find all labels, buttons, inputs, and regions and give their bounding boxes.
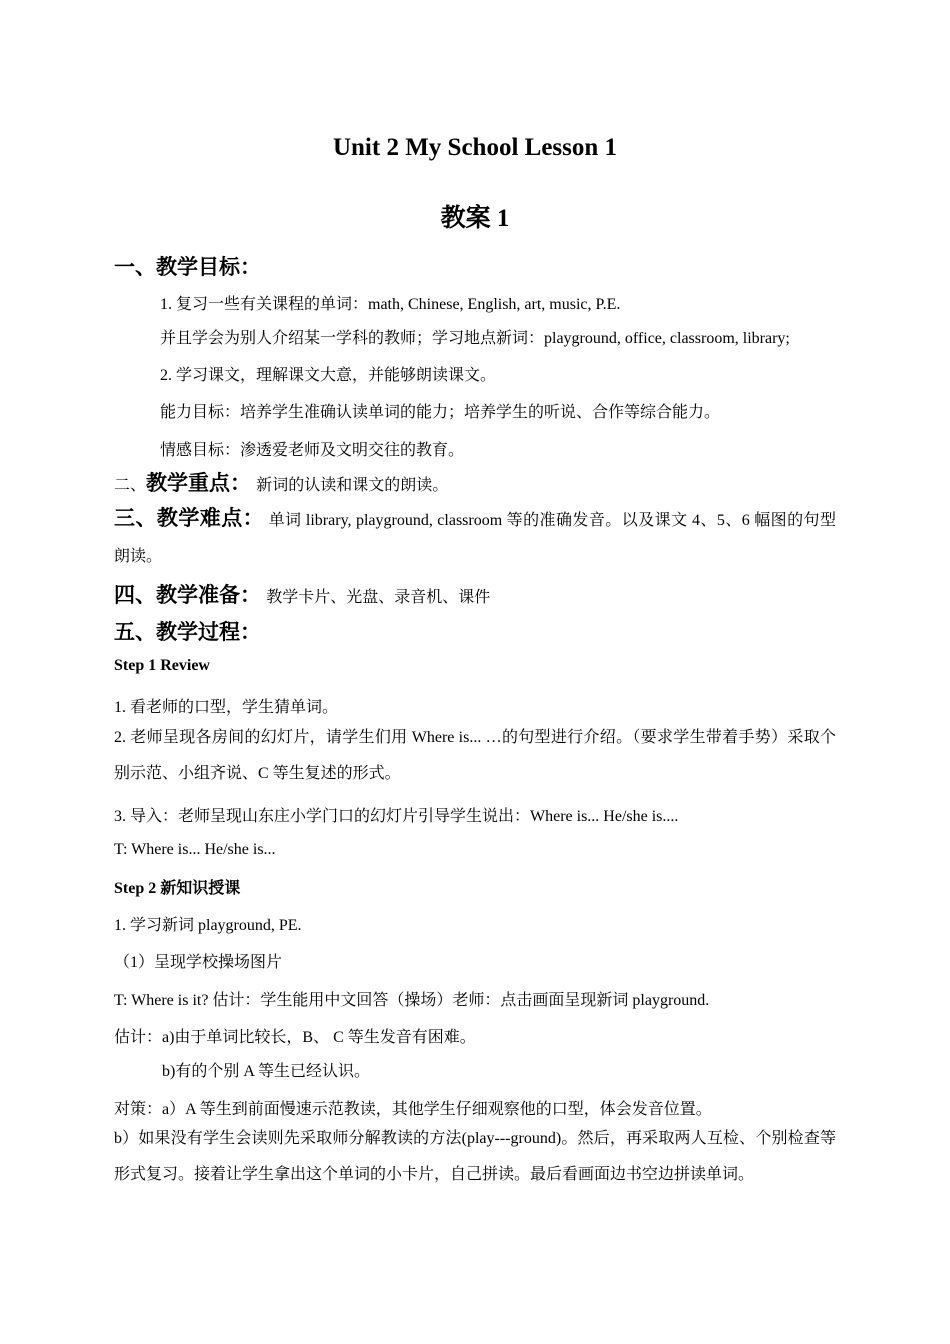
step-2-item-2: （1）呈现学校操场图片: [114, 954, 283, 971]
step-2-item-1: 1. 学习新词 playground, PE.: [114, 917, 302, 934]
section-2-heading: [114, 467, 448, 497]
section-2-text: 新词的认读和课文的朗读。: [256, 477, 449, 494]
section-5-heading: 五、教学过程：: [114, 620, 261, 644]
section-3-title: 三、教学难点：: [114, 506, 265, 530]
step-2-item-3: T: Where is it? 估计：学生能用中文回答（操场）老师：点击画面呈现新词 playground.: [114, 992, 710, 1009]
section-4-title: 四、教学准备：: [114, 583, 261, 607]
step-1-item-1: 1. 看老师的口型，学生猜单词。: [114, 699, 339, 716]
strategy-b: b）如果没有学生会读则先采取师分解教读的方法(play---ground)。然后，再采取两人互检、个别检查等形式复习。接着让学生拿出这个单词的小卡片，自己拼读。最后看画面边书空边拼读单词。: [114, 1130, 836, 1183]
objective-line-2: 并且学会为别人介绍某一学科的教师；学习地点新词：playground, office, classroom, library;: [160, 330, 790, 347]
objective-line-3: 2. 学习课文，理解课文大意，并能够朗读课文。: [160, 367, 497, 384]
section-3: [114, 500, 836, 575]
section-4-heading: [114, 579, 490, 609]
step-1-item-2: 2. 老师呈现各房间的幻灯片，请学生们用 Where is... …的句型进行介绍。（要求学生带着手势）采取个别示范、小组齐说、C 等生复述的形式。: [114, 729, 836, 782]
section-4-text: 教学卡片、光盘、录音机、课件: [266, 589, 491, 606]
emotion-objective: 情感目标：渗透爱老师及文明交往的教育。: [160, 442, 465, 459]
strategy-a: 对策：a）A 等生到前面慢速示范教读，其他学生仔细观察他的口型，体会发音位置。: [114, 1101, 712, 1118]
section-3-text: 单词 library, playground, classroom 等的准确发音。以及课文 4、5、6 幅图的句型朗读。: [114, 512, 836, 565]
doc-title: Unit 2 My School Lesson 1: [332, 134, 618, 161]
estimate-a: 估计：a)由于单词比较长，B、 C 等生发音有困难。: [114, 1029, 476, 1046]
objective-line-1: 1. 复习一些有关课程的单词：math, Chinese, English, art, music, P.E.: [160, 296, 621, 313]
section-2-prefix: 二、: [114, 477, 147, 494]
step-1-heading: Step 1 Review: [114, 657, 210, 674]
step-1-item-3: 3. 导入：老师呈现山东庄小学门口的幻灯片引导学生说出：Where is... He/she is....: [114, 808, 679, 825]
section-1-heading: 一、教学目标：: [114, 255, 261, 279]
section-2-title: 教学重点：: [146, 471, 252, 495]
ability-objective: 能力目标：培养学生准确认读单词的能力；培养学生的听说、合作等综合能力。: [160, 404, 721, 421]
doc-subtitle: 教案 1: [440, 205, 510, 232]
step-1-item-4: T: Where is... He/she is...: [114, 841, 276, 858]
step-2-heading: Step 2 新知识授课: [114, 880, 241, 897]
estimate-b: b)有的个别 A 等生已经认识。: [162, 1063, 371, 1080]
